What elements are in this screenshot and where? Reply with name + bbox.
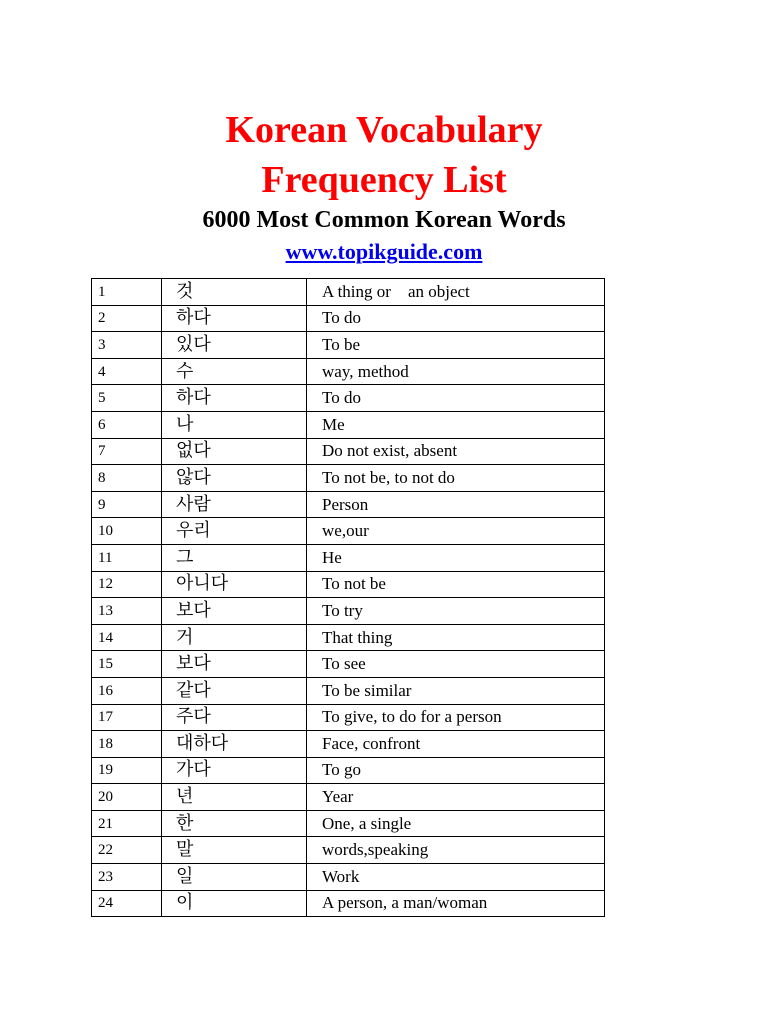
table-row: [92, 438, 605, 465]
website-link-wrapper: [0, 238, 768, 266]
table-row: [92, 518, 605, 545]
english-meaning-cell: Do not exist, absent: [307, 438, 605, 465]
korean-word-cell: 가다: [162, 757, 307, 784]
english-meaning-cell: To go: [307, 757, 605, 784]
english-meaning-cell: To give, to do for a person: [307, 704, 605, 731]
rank-cell: 14: [92, 624, 162, 651]
english-meaning-cell: To be: [307, 332, 605, 359]
english-meaning-cell: To do: [307, 305, 605, 332]
rank-cell: 24: [92, 890, 162, 917]
korean-word-cell: 아니다: [162, 571, 307, 598]
rank-cell: 18: [92, 731, 162, 758]
table-row: [92, 491, 605, 518]
title-line-1: Korean Vocabulary: [225, 109, 543, 151]
table-row: [92, 279, 605, 306]
rank-cell: 23: [92, 864, 162, 891]
table-row: [92, 704, 605, 731]
table-row: [92, 757, 605, 784]
english-meaning-cell: Face, confront: [307, 731, 605, 758]
english-meaning-cell: To try: [307, 598, 605, 625]
table-row: [92, 624, 605, 651]
english-meaning-cell: One, a single: [307, 810, 605, 837]
english-meaning-cell: That thing: [307, 624, 605, 651]
korean-word-cell: 거: [162, 624, 307, 651]
korean-word-cell: 같다: [162, 677, 307, 704]
table-row: [92, 837, 605, 864]
korean-word-cell: 보다: [162, 598, 307, 625]
table-row: [92, 385, 605, 412]
rank-cell: 2: [92, 305, 162, 332]
rank-cell: 15: [92, 651, 162, 678]
table-row: [92, 810, 605, 837]
table-row: [92, 598, 605, 625]
rank-cell: 5: [92, 385, 162, 412]
table-row: [92, 864, 605, 891]
table-row: [92, 651, 605, 678]
english-meaning-cell: way, method: [307, 358, 605, 385]
rank-cell: 22: [92, 837, 162, 864]
table-row: [92, 677, 605, 704]
korean-word-cell: 것: [162, 279, 307, 306]
korean-word-cell: 일: [162, 864, 307, 891]
table-row: [92, 544, 605, 571]
rank-cell: 8: [92, 465, 162, 492]
english-meaning-cell: Work: [307, 864, 605, 891]
table-row: [92, 465, 605, 492]
rank-cell: 6: [92, 411, 162, 438]
english-meaning-cell: Me: [307, 411, 605, 438]
rank-cell: 12: [92, 571, 162, 598]
korean-word-cell: 주다: [162, 704, 307, 731]
english-meaning-cell: Person: [307, 491, 605, 518]
korean-word-cell: 우리: [162, 518, 307, 545]
korean-word-cell: 대하다: [162, 731, 307, 758]
english-meaning-cell: To not be: [307, 571, 605, 598]
rank-cell: 10: [92, 518, 162, 545]
korean-word-cell: 없다: [162, 438, 307, 465]
english-meaning-cell: To not be, to not do: [307, 465, 605, 492]
table-row: [92, 358, 605, 385]
title-line-2: Frequency List: [261, 159, 507, 201]
subtitle: 6000 Most Common Korean Words: [202, 207, 566, 233]
table-row: [92, 411, 605, 438]
korean-word-cell: 년: [162, 784, 307, 811]
rank-cell: 13: [92, 598, 162, 625]
table-row: [92, 784, 605, 811]
english-meaning-cell: Year: [307, 784, 605, 811]
english-meaning-cell: words,speaking: [307, 837, 605, 864]
korean-word-cell: 보다: [162, 651, 307, 678]
rank-cell: 21: [92, 810, 162, 837]
korean-word-cell: 나: [162, 411, 307, 438]
vocabulary-table: [91, 278, 605, 917]
rank-cell: 19: [92, 757, 162, 784]
rank-cell: 3: [92, 332, 162, 359]
korean-word-cell: 수: [162, 358, 307, 385]
table-row: [92, 890, 605, 917]
english-meaning-cell: A thing or an object: [307, 279, 605, 306]
korean-word-cell: 사람: [162, 491, 307, 518]
english-meaning-cell: we,our: [307, 518, 605, 545]
english-meaning-cell: He: [307, 544, 605, 571]
english-meaning-cell: To see: [307, 651, 605, 678]
table-row: [92, 332, 605, 359]
korean-word-cell: 한: [162, 810, 307, 837]
rank-cell: 16: [92, 677, 162, 704]
rank-cell: 17: [92, 704, 162, 731]
rank-cell: 9: [92, 491, 162, 518]
korean-word-cell: 이: [162, 890, 307, 917]
korean-word-cell: 말: [162, 837, 307, 864]
website-link[interactable]: www.topikguide.com: [285, 239, 483, 264]
rank-cell: 4: [92, 358, 162, 385]
korean-word-cell: 하다: [162, 385, 307, 412]
table-row: [92, 305, 605, 332]
rank-cell: 1: [92, 279, 162, 306]
rank-cell: 20: [92, 784, 162, 811]
english-meaning-cell: A person, a man/woman: [307, 890, 605, 917]
rank-cell: 11: [92, 544, 162, 571]
korean-word-cell: 그: [162, 544, 307, 571]
english-meaning-cell: To be similar: [307, 677, 605, 704]
table-row: [92, 571, 605, 598]
korean-word-cell: 있다: [162, 332, 307, 359]
rank-cell: 7: [92, 438, 162, 465]
korean-word-cell: 않다: [162, 465, 307, 492]
table-row: [92, 731, 605, 758]
korean-word-cell: 하다: [162, 305, 307, 332]
english-meaning-cell: To do: [307, 385, 605, 412]
